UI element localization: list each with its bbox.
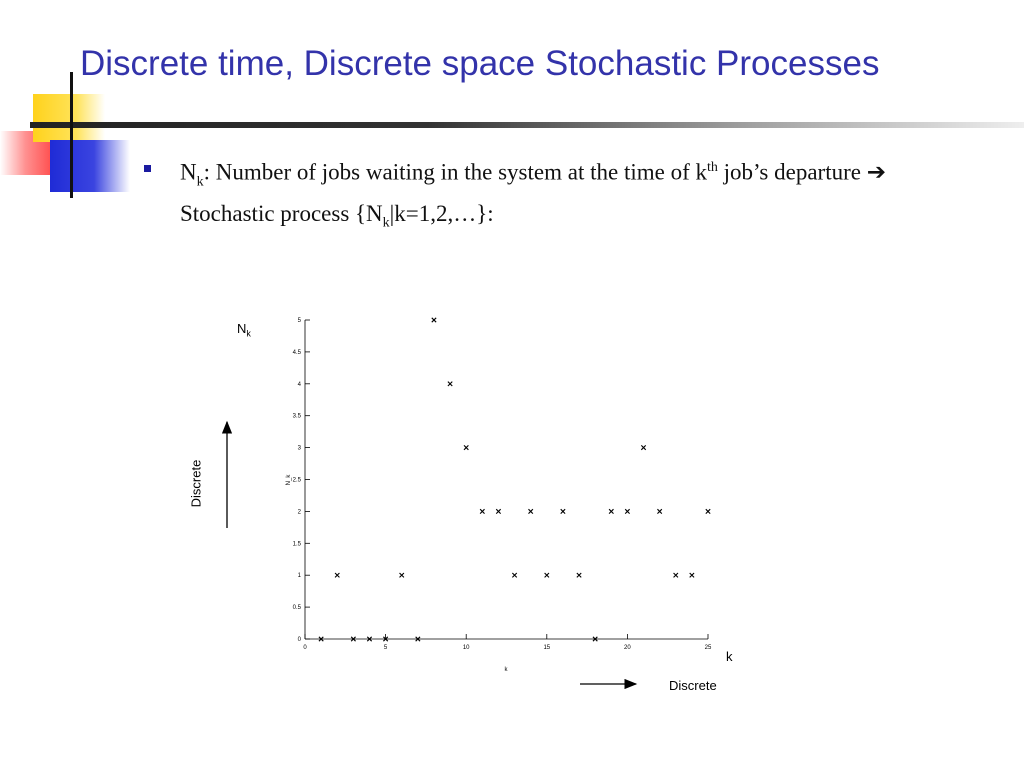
data-point bbox=[674, 573, 678, 577]
y-tick-label: 5 bbox=[297, 318, 301, 324]
y-axis-name: $N_k$ bbox=[237, 321, 251, 339]
data-point bbox=[657, 509, 661, 513]
bullet-sub-2: k bbox=[382, 215, 390, 231]
y-tick-label: 3.5 bbox=[292, 413, 301, 420]
bullet-text-4: |k=1,2,…}: bbox=[389, 201, 494, 227]
inner-x-label: k bbox=[504, 667, 508, 673]
data-point bbox=[432, 318, 436, 322]
x-tick-label: 5 bbox=[383, 645, 388, 651]
bullet-n-sub: k bbox=[196, 174, 204, 190]
x-tick-label: 10 bbox=[462, 645, 470, 651]
x-tick-label: 20 bbox=[624, 645, 631, 651]
bullet-text-2: job’s departure bbox=[717, 159, 867, 185]
bullet-n: N bbox=[180, 159, 197, 185]
y-tick-label: 0 bbox=[297, 637, 301, 643]
y-tick-label: 4 bbox=[297, 381, 301, 388]
data-point bbox=[706, 509, 710, 513]
x-discrete-label: Discrete bbox=[669, 678, 717, 693]
y-tick-label: 2 bbox=[297, 509, 301, 516]
bullet-text-1: : Number of jobs waiting in the system at the time of k bbox=[203, 159, 707, 185]
data-point bbox=[690, 573, 694, 577]
data-point bbox=[400, 573, 404, 577]
y-discrete-label: Discrete bbox=[188, 459, 204, 508]
slide-title: Discrete time, Discrete space Stochastic Processes bbox=[80, 44, 880, 83]
y-tick-label: 1 bbox=[297, 573, 301, 580]
data-point bbox=[561, 509, 565, 513]
bullet-sup: th bbox=[707, 160, 718, 175]
data-point bbox=[625, 509, 629, 513]
data-point bbox=[335, 573, 339, 577]
x-tick-label: 15 bbox=[543, 645, 551, 651]
x-tick-label: 25 bbox=[704, 645, 712, 651]
data-point bbox=[512, 573, 516, 577]
data-point bbox=[528, 509, 532, 513]
right-arrow-icon: ➔ bbox=[866, 159, 886, 185]
y-tick-label: 0.5 bbox=[292, 605, 301, 612]
y-tick-label: 1.5 bbox=[292, 541, 301, 548]
bullet-text-3: Stochastic process {N bbox=[180, 201, 383, 227]
y-tick-label: 2.5 bbox=[292, 477, 301, 484]
data-point bbox=[545, 573, 549, 577]
data-point bbox=[577, 573, 581, 577]
data-point bbox=[480, 509, 484, 513]
x-tick-label: 0 bbox=[303, 645, 307, 651]
x-axis-name: k bbox=[726, 649, 733, 664]
data-point bbox=[641, 445, 645, 449]
y-tick-label: 3 bbox=[297, 445, 301, 452]
data-point bbox=[448, 382, 452, 386]
data-point bbox=[496, 509, 500, 513]
inner-y-label: N_k bbox=[286, 474, 292, 486]
y-tick-label: 4.5 bbox=[292, 349, 301, 356]
data-point bbox=[464, 445, 468, 449]
data-point bbox=[609, 509, 613, 513]
